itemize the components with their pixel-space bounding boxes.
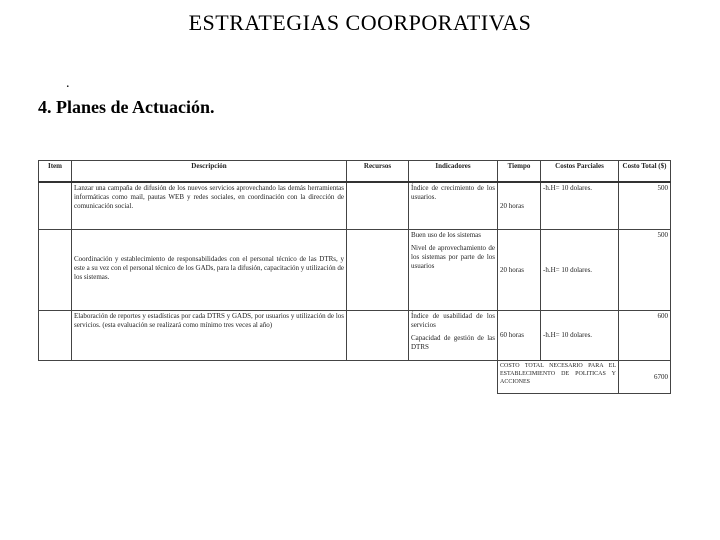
table-row <box>39 311 671 361</box>
empty-cell <box>409 361 498 394</box>
action-plan-table <box>38 160 671 394</box>
header-partial-costs: Costos Parciales <box>541 161 619 183</box>
page-title: ESTRATEGIAS COORPORATIVAS <box>188 10 532 35</box>
resources-cell <box>347 182 409 230</box>
empty-cell <box>39 361 72 394</box>
total-cost-cell: 600 <box>619 311 671 361</box>
item-cell <box>39 182 72 230</box>
indicators-cell <box>409 311 498 361</box>
partial-cost-cell: -h.H= 10 dolares. <box>541 182 619 230</box>
total-cost-cell: 500 <box>619 230 671 311</box>
indicator-text: Índice de crecimiento de los usuarios. <box>411 184 495 201</box>
table-row <box>39 230 671 311</box>
header-item: Item <box>39 161 72 183</box>
table-header-row <box>39 161 671 183</box>
empty-cell <box>72 361 347 394</box>
header-resources: Recursos <box>347 161 409 183</box>
time-cell: 20 horas <box>498 230 541 311</box>
time-cell: 20 horas <box>498 182 541 230</box>
table-row <box>39 182 671 230</box>
description-text: Lanzar una campaña de difusión de los nuevos servicios aprovechando las demás herramientas informáticas como mail, pautas WEB y redes sociales, en coordinación con la dirección de comunicación social. <box>74 184 344 210</box>
description-text: Coordinación y establecimiento de responsabilidades con el personal técnico de las DTRs, y este a su vez con el personal técnico de los GADs, para la difusión, capacitación y utilización de los sistemas. <box>74 254 344 281</box>
indicator-text: Capacidad de gestión de las DTRS <box>411 334 495 351</box>
item-cell <box>39 311 72 361</box>
indicator-text: Índice de usabilidad de los servicios <box>411 312 495 329</box>
bullet-dot: . <box>66 76 70 91</box>
header-total-cost: Costo Total ($) <box>619 161 671 183</box>
total-label: COSTO TOTAL NECESARIO PARA EL ESTABLECIMIENTO DE POLITICAS Y ACCIONES <box>498 361 619 394</box>
empty-cell <box>347 361 409 394</box>
grand-total-value: 6700 <box>619 361 671 394</box>
description-cell <box>72 311 347 361</box>
description-cell <box>72 182 347 230</box>
total-row <box>39 361 671 394</box>
header-description: Descripción <box>72 161 347 183</box>
indicator-text: Nivel de aprovechamiento de los sistemas por parte de los usuarios <box>411 244 495 270</box>
resources-cell <box>347 230 409 311</box>
description-text: Elaboración de reportes y estadísticas por cada DTRS y GADS, por usuarios y utilización de los servicios. (esta evaluación se realizará como mínimo tres veces al año) <box>74 312 344 329</box>
partial-cost-cell: -h.H= 10 dolares. <box>541 230 619 311</box>
indicator-text: Buen uso de los sistemas <box>411 231 481 239</box>
header-time: Tiempo <box>498 161 541 183</box>
section-heading: 4. Planes de Actuación. <box>38 97 215 117</box>
description-cell <box>72 230 347 311</box>
item-cell <box>39 230 72 311</box>
partial-cost-cell: -h.H= 10 dolares. <box>541 311 619 361</box>
total-cost-cell: 500 <box>619 182 671 230</box>
indicators-cell <box>409 182 498 230</box>
time-cell: 60 horas <box>498 311 541 361</box>
header-indicators: Indicadores <box>409 161 498 183</box>
resources-cell <box>347 311 409 361</box>
indicators-cell <box>409 230 498 311</box>
